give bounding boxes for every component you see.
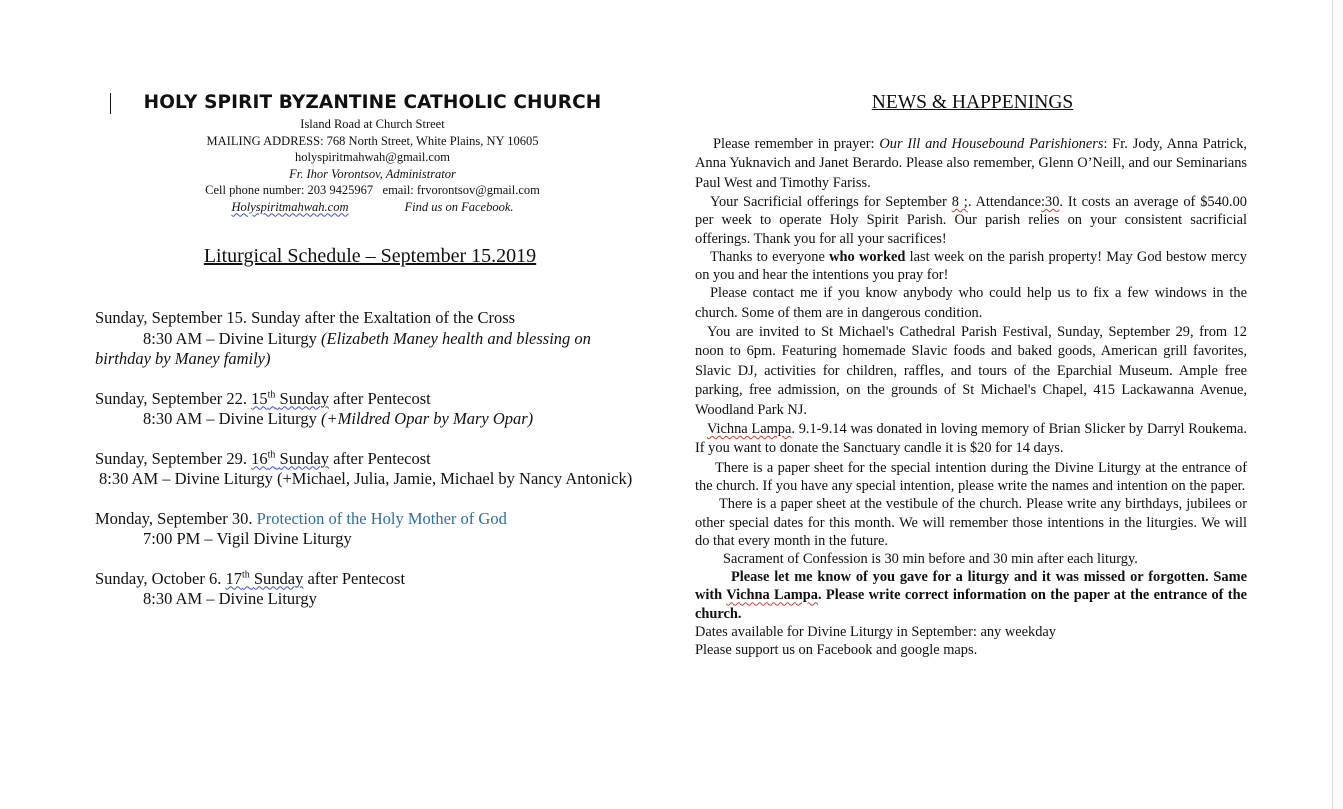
paper1-paragraph: There is a paper sheet for the special intention during the Divine Liturgy at the entrance of the church. If you have any special intention, please write the names and intention on the paper. bbox=[695, 459, 1247, 495]
entry-service: 8:30 AM – Divine Liturgy (+Michael, Julia, Jamie, Michael by Nancy Antonick) bbox=[99, 469, 633, 488]
entry-day bbox=[95, 389, 665, 410]
service-time: 8:30 AM – Divine Liturgy bbox=[143, 328, 321, 348]
offerings-a: Your Sacrificial offerings for September bbox=[710, 194, 952, 211]
left-column bbox=[0, 0, 670, 809]
entry-service bbox=[95, 409, 665, 430]
day-post: after Pentecost bbox=[303, 568, 406, 588]
mailing-address: MAILING ADDRESS: 768 North Street, White Plains, NY 10605 bbox=[206, 133, 539, 148]
vichna-b: . 9.1-9.14 was donated in loving memory of Brian Slicker by Darryl Roukema. If you want to donate the Sanctuary candle it is $20 for 14 days. bbox=[695, 421, 1248, 457]
entry-service: 7:00 PM – Vigil Divine Liturgy bbox=[143, 529, 352, 548]
entry-day bbox=[95, 569, 665, 590]
festival-paragraph: You are invited to St Michael's Cathedral Parish Festival, Sunday, September 29, from 12 noon to 6pm. Featuring homemade Slavic foods and baked goods, American grill favorites, Slavic DJ, activities for children, raffles, and tours of the Eparchial Museum. Ample free parking, free admission, on the grounds of St Michael's Chapel, 415 Lackawanna Avenue, Woodland Park NJ. bbox=[695, 324, 1247, 418]
text-cursor bbox=[110, 93, 111, 114]
contact-text: Cell phone number: 203 9425967 email: frvorontsov@gmail.com bbox=[205, 183, 540, 197]
offerings-b: 8 ; bbox=[951, 194, 968, 211]
entry-day: Sunday, September 15. Sunday after the Exaltation of the Cross bbox=[95, 308, 516, 327]
day-sunday: Sunday bbox=[253, 568, 304, 588]
schedule-entry bbox=[95, 569, 665, 610]
service-intention: (+Mildred Opar by Mary Opar) bbox=[321, 409, 534, 428]
priest-name: Fr. Ihor Vorontsov, Administrator bbox=[289, 166, 456, 181]
letme-b: Vichna Lampa bbox=[726, 587, 818, 604]
paper2-paragraph: There is a paper sheet at the vestibule of the church. Please write any birthdays, jubilees or other special dates for this month. We will remember those intentions in the liturgies. We will do that every month in the future. bbox=[695, 496, 1247, 549]
thanks-b: who worked bbox=[829, 248, 906, 265]
church-header bbox=[110, 90, 635, 215]
news-title: NEWS & HAPPENINGS bbox=[871, 92, 1074, 113]
day-post: after Pentecost bbox=[329, 448, 431, 468]
day-sunday: Sunday bbox=[279, 448, 330, 468]
schedule-entry bbox=[95, 509, 665, 550]
prayer-italic: Our Ill and Housebound Parishioners bbox=[879, 136, 1104, 152]
day-ordinal bbox=[225, 569, 303, 588]
website-link[interactable]: Holyspiritmahwah.com bbox=[231, 199, 349, 214]
vichna-paragraph bbox=[695, 420, 1247, 459]
windows-paragraph: Please contact me if you know anybody who could help us to fix a few windows in the church. Some of them are in dangerous condition. bbox=[695, 285, 1247, 321]
schedule-entry bbox=[95, 308, 665, 370]
thanks-a: Thanks to everyone bbox=[710, 248, 830, 265]
day-sup: th bbox=[241, 569, 250, 580]
day-pre: Sunday, October 6. bbox=[95, 568, 226, 588]
day-ordinal bbox=[251, 389, 329, 408]
church-address: Island Road at Church Street bbox=[300, 117, 445, 131]
vertical-scrollbar[interactable] bbox=[1332, 0, 1343, 809]
letme-c: . Please write correct information on the paper at the entrance of the church. bbox=[695, 587, 1247, 622]
facebook-note: Find us on Facebook. bbox=[404, 199, 514, 214]
day-num: 17 bbox=[225, 568, 242, 588]
day-num: 15 bbox=[251, 388, 268, 408]
day-num: 16 bbox=[251, 448, 268, 468]
confession-paragraph: Sacrament of Confession is 30 min before and 30 min after each liturgy. bbox=[723, 550, 1138, 567]
contact-line bbox=[110, 182, 635, 199]
day-pre: Sunday, September 22. bbox=[95, 388, 252, 408]
day-pre: Sunday, September 29. bbox=[95, 448, 252, 468]
entry-service: 8:30 AM – Divine Liturgy bbox=[143, 589, 317, 608]
day-sunday: Sunday bbox=[279, 388, 330, 408]
feast-name: Protection of the Holy Mother of God bbox=[256, 508, 507, 528]
day-sup: th bbox=[267, 389, 276, 400]
prayer-lead: Please remember in prayer: bbox=[713, 136, 880, 152]
prayer-paragraph bbox=[695, 135, 1247, 193]
day-text: Monday, September 30. bbox=[95, 508, 257, 528]
day-post: after Pentecost bbox=[329, 388, 431, 408]
service-intention-cont: birthday by Maney family) bbox=[95, 349, 271, 368]
entry-service bbox=[95, 329, 665, 350]
liturgical-schedule bbox=[95, 308, 665, 629]
prayer-rest: : Fr. Jody, Anna Patrick, Anna Yuknavich and Janet Berardo. Please also remember, Glenn O’Neill, and our Seminarians Paul West and Timothy Fariss. bbox=[695, 136, 1247, 191]
church-email: holyspiritmahwah@gmail.com bbox=[295, 150, 450, 164]
news-body bbox=[695, 135, 1247, 659]
service-intention: (Elizabeth Maney health and blessing on bbox=[321, 328, 591, 348]
offerings-c: . Attendance bbox=[967, 194, 1042, 211]
offerings-d: :30 bbox=[1041, 194, 1060, 211]
schedule-entry bbox=[95, 389, 665, 430]
web-row bbox=[110, 199, 635, 216]
schedule-entry bbox=[95, 449, 665, 490]
offerings-paragraph bbox=[695, 193, 1247, 248]
letme-paragraph bbox=[695, 568, 1247, 623]
entry-day bbox=[95, 509, 665, 530]
day-ordinal bbox=[251, 449, 329, 468]
entry-day bbox=[95, 449, 665, 470]
service-time: 8:30 AM – Divine Liturgy bbox=[143, 409, 321, 428]
offerings-e: . It costs an average of $540.00 per week to operate Holy Spirit Parish. Our parish relies on your consistent sacrificial offerings. Thank you for all your sacrifices! bbox=[695, 194, 1247, 247]
support-paragraph: Please support us on Facebook and google maps. bbox=[695, 641, 978, 658]
dates-paragraph: Dates available for Divine Liturgy in September: any weekday bbox=[695, 623, 1056, 640]
thanks-c: last week on the parish property! May God bestow mercy on you and hear the intentions you pray for! bbox=[695, 248, 1247, 284]
church-title: HOLY SPIRIT BYZANTINE CATHOLIC CHURCH bbox=[143, 92, 602, 113]
letme-a: Please let me know of you gave for a liturgy and it was missed or forgotten. Same with bbox=[695, 569, 1247, 604]
vichna-a: Vichna Lampa bbox=[707, 421, 792, 438]
day-sup: th bbox=[267, 449, 276, 460]
schedule-title: Liturgical Schedule – September 15.2019 bbox=[203, 245, 537, 267]
right-column bbox=[695, 0, 1250, 809]
thanks-paragraph bbox=[695, 248, 1247, 284]
